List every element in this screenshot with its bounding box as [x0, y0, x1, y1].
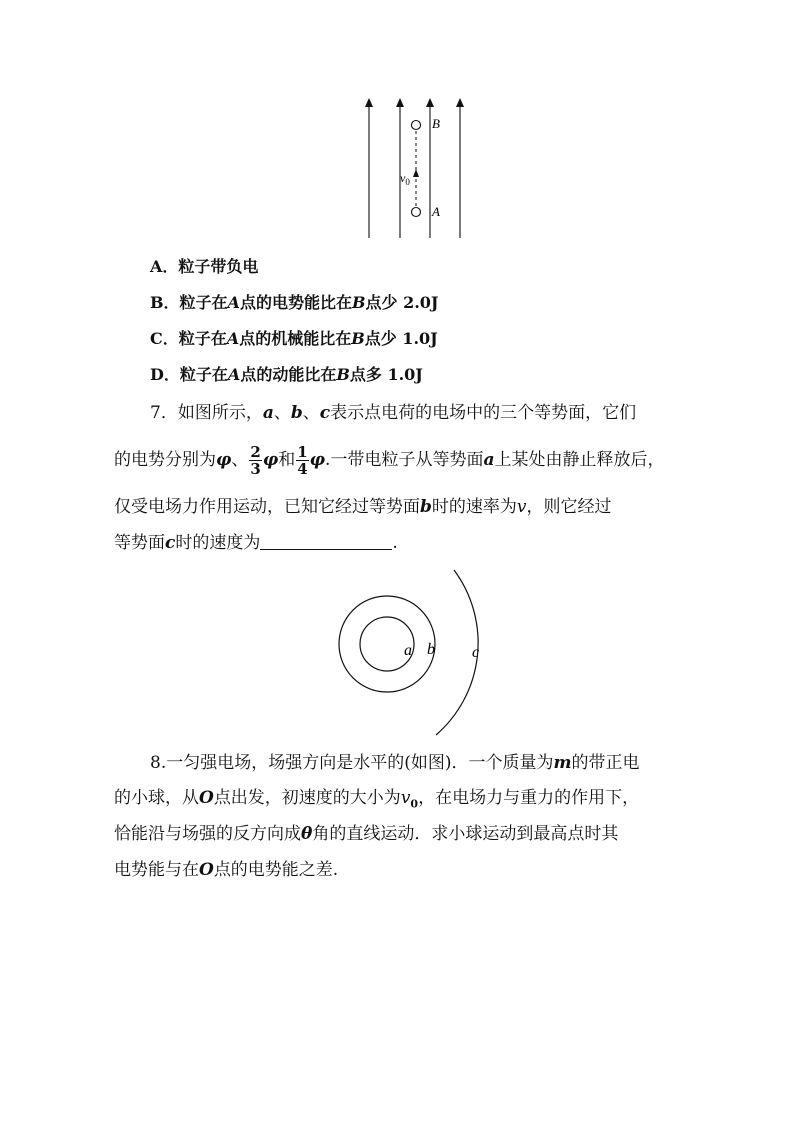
option-letter: A． — [150, 257, 179, 276]
text: 时的速率为 — [431, 497, 517, 517]
label-c: c — [472, 644, 480, 661]
q7-line-4 — [114, 532, 398, 554]
option-text: 点多 1.0J — [349, 365, 423, 384]
point-label: A — [227, 293, 240, 312]
option-text: 粒子带负电 — [178, 257, 259, 276]
text: 恰能沿与场强的反方向成 — [114, 824, 301, 844]
denominator: 4 — [297, 460, 308, 478]
option-text: 点的机械能比在 — [239, 329, 352, 348]
subscript: 0 — [410, 797, 419, 811]
text: 等势面 — [114, 533, 165, 553]
option-letter: C． — [150, 329, 179, 348]
var: a — [483, 450, 495, 470]
field-line-2-arrow — [396, 98, 404, 107]
text: 8.一匀强电场，场强方向是水平的(如图)．一个质量为 — [150, 753, 554, 773]
text: . — [392, 533, 398, 553]
var: m — [553, 753, 572, 773]
option-letter: B． — [150, 293, 180, 312]
var: c — [165, 533, 176, 553]
point-label: B — [351, 293, 366, 312]
q7-line-1 — [150, 402, 636, 424]
point-label: B — [336, 365, 350, 384]
text: 的小球，从 — [114, 788, 199, 808]
text: 角的直线运动．求小球运动到最高点时其 — [312, 824, 619, 844]
field-line-3-arrow — [426, 98, 434, 107]
option-b — [150, 293, 439, 313]
label-a: A — [432, 204, 440, 219]
q8-line-2 — [114, 787, 639, 815]
var: v — [516, 497, 527, 517]
q8-line-4 — [114, 859, 338, 881]
var: O — [199, 788, 214, 808]
q8-line-3 — [114, 823, 618, 845]
text: ，在电场力与重力的作用下， — [418, 788, 640, 808]
text: 的电势分别为 — [114, 450, 216, 470]
option-text: 点的动能比在 — [240, 365, 337, 384]
fraction-two-thirds — [249, 444, 261, 477]
var: b — [420, 497, 432, 517]
text: 表示点电荷的电场中的三个等势面，它们 — [330, 403, 637, 423]
option-text: 点少 2.0J — [365, 293, 439, 312]
var: φ — [216, 450, 232, 470]
text: 电势能与在 — [114, 860, 199, 880]
field-line-1-arrow — [365, 98, 373, 107]
equipotential-figure — [330, 565, 510, 740]
option-text: 点少 1.0J — [364, 329, 438, 348]
option-c — [150, 329, 438, 349]
velocity-arrow — [413, 169, 419, 177]
var: φ — [309, 450, 326, 470]
option-text: 粒子在 — [179, 365, 228, 384]
text: 点的电势能之差. — [213, 860, 339, 880]
numerator: 2 — [250, 443, 261, 461]
var: θ — [301, 824, 313, 844]
option-letter: D． — [150, 365, 180, 384]
text: 、 — [302, 403, 320, 423]
label-a: a — [404, 642, 412, 659]
point-label: A — [226, 329, 240, 348]
text: 时的速度为 — [175, 533, 261, 553]
text: 7．如图所示， — [150, 403, 263, 423]
var: φ — [262, 450, 279, 470]
option-a — [150, 257, 258, 277]
point-a-circle — [412, 208, 421, 217]
surface-b-circle — [339, 596, 435, 692]
label-v0: $v_0$ — [400, 171, 410, 187]
field-lines-figure — [355, 95, 480, 243]
text: 、 — [273, 403, 291, 423]
point-label: A — [227, 365, 241, 384]
option-text: 粒子在 — [179, 293, 228, 312]
point-label: B — [351, 329, 365, 348]
fraction-one-quarter — [296, 444, 308, 477]
text: 点出发，初速度的大小为 — [213, 788, 401, 808]
var: c — [319, 403, 331, 423]
q8-line-1 — [150, 752, 639, 774]
label-b: b — [427, 641, 435, 658]
q7-line-3 — [114, 496, 612, 518]
var: v — [400, 788, 411, 808]
var: a — [262, 403, 274, 423]
numerator: 1 — [297, 443, 308, 461]
label-b: B — [432, 116, 440, 131]
text: 上某处由静止释放后， — [494, 450, 665, 470]
option-d — [150, 365, 423, 385]
field-line-4-arrow — [456, 98, 464, 107]
text: .一带电粒子从等势面 — [325, 450, 484, 470]
var: b — [290, 403, 303, 423]
option-text: 粒子在 — [178, 329, 227, 348]
text: 的带正电 — [571, 753, 640, 773]
text: 仅受电场力作用运动，已知它经过等势面 — [114, 497, 420, 517]
var: O — [199, 860, 214, 880]
denominator: 3 — [250, 460, 261, 478]
q7-line-2 — [114, 437, 664, 483]
text: ，则它经过 — [526, 497, 612, 517]
text: 和 — [278, 450, 296, 470]
text: 、 — [231, 450, 249, 470]
option-text: 点的电势能比在 — [239, 293, 352, 312]
answer-blank[interactable] — [260, 533, 392, 550]
point-b-circle — [412, 121, 421, 130]
